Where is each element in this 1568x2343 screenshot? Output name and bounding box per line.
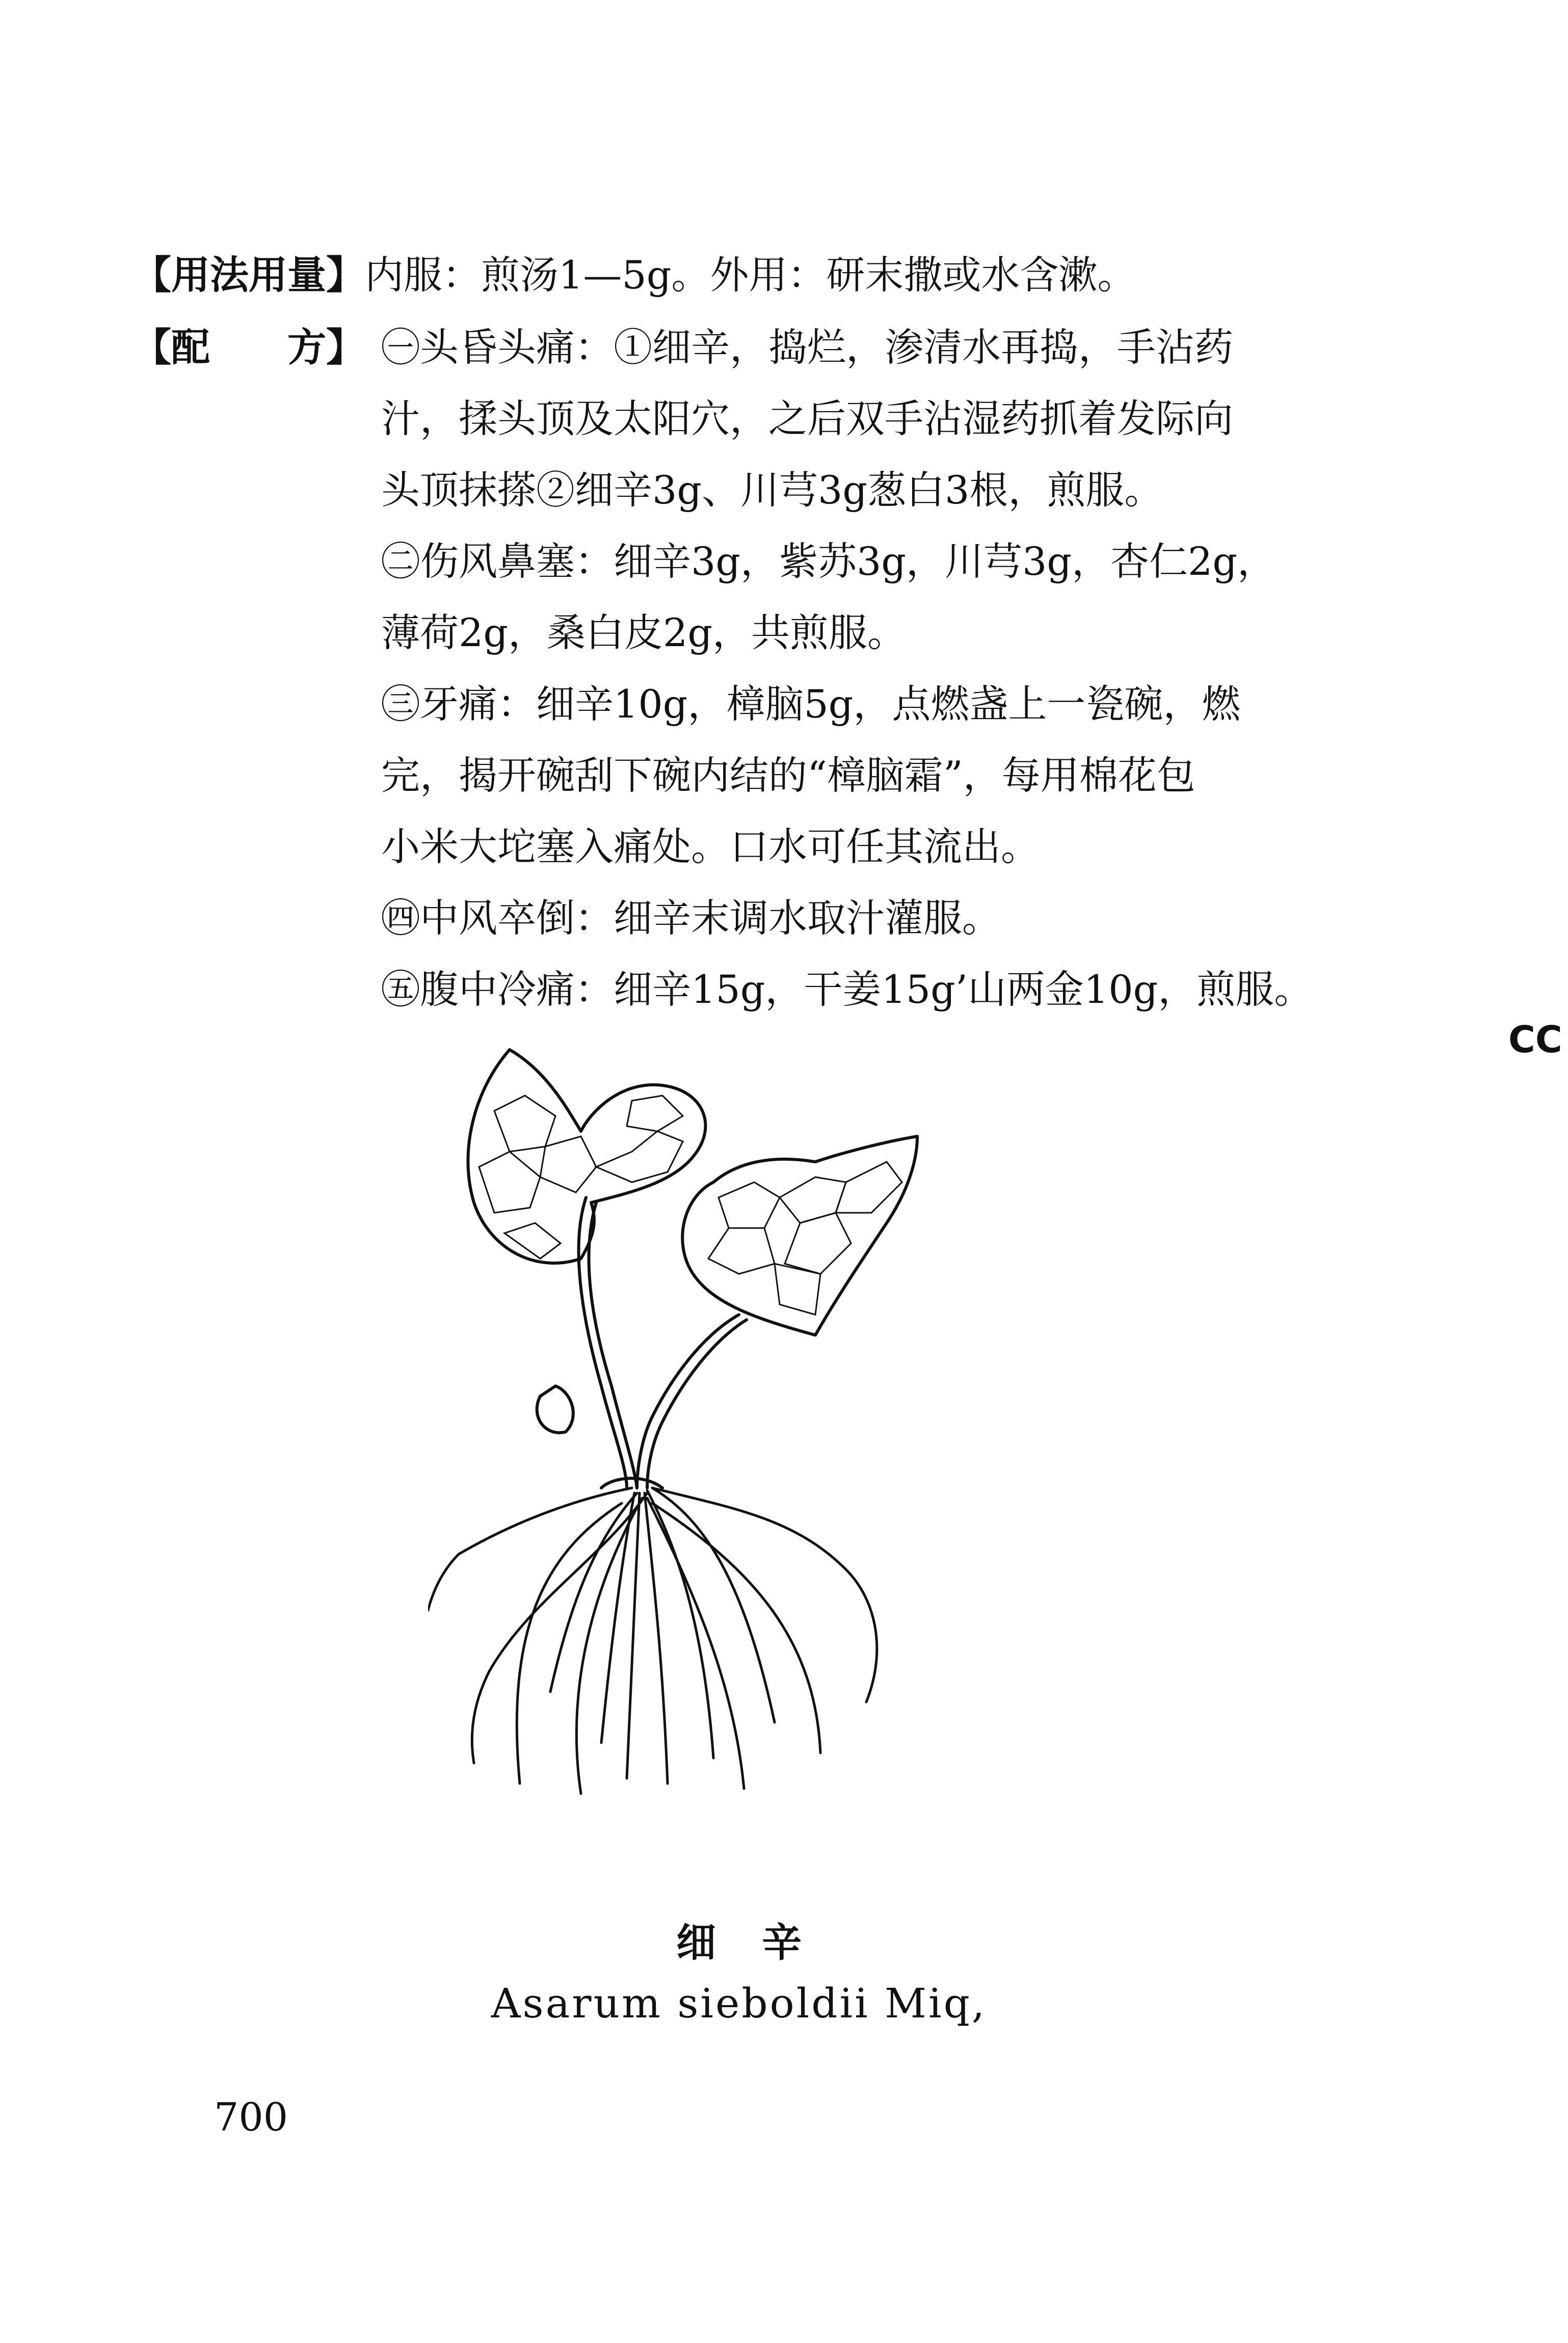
prescription-line: ㊃中风卒倒：细辛末调水取汁灌服。 [381,895,1001,941]
prescription-line: ㊂牙痛：细辛10g，樟脑5g，点燃盏上一瓷碗，燃 [381,681,1241,727]
prescription-line: 汁，揉头顶及太阳穴，之后双手沾湿药抓着发际向 [381,396,1233,441]
asarum-plant-illustration [428,1029,948,1804]
usage-entry [132,239,1136,311]
prescription-line: ㊀头昏头痛：①细辛，捣烂，渗清水再捣，手沾药 [381,325,1233,370]
margin-mark: CC [1508,1018,1562,1061]
prescription-line: ㊁伤风鼻塞：细辛3g，紫苏3g，川芎3g，杏仁2g， [381,539,1277,584]
prescription-line: 完，揭开碗刮下碗内结的“樟脑霜”，每用棉花包 [381,753,1195,798]
prescription-line: 薄荷2g，桑白皮2g，共煎服。 [381,610,907,655]
usage-label: 【用法用量】 [132,252,365,298]
prescription-line: 小米大坨塞入痛处。口水可任其流出。 [381,824,1040,869]
figure-caption-chinese: 细辛 [676,1920,847,1966]
prescription-label: 【配 方】 [132,325,365,370]
prescription-line: ㊄腹中冷痛：细辛15g，干姜15g’山两金10g，煎服。 [381,967,1313,1012]
usage-text: 内服：煎汤1—5g。外用：研末撒或水含漱。 [365,252,1136,298]
prescription-line: 头顶抹搽②细辛3g、川芎3g葱白3根，煎服。 [381,467,1163,513]
prescription-body [381,312,1502,1025]
figure-caption-latin: Asarum sieboldii Miq, [491,1980,987,2027]
page-number: 700 [214,2094,288,2140]
